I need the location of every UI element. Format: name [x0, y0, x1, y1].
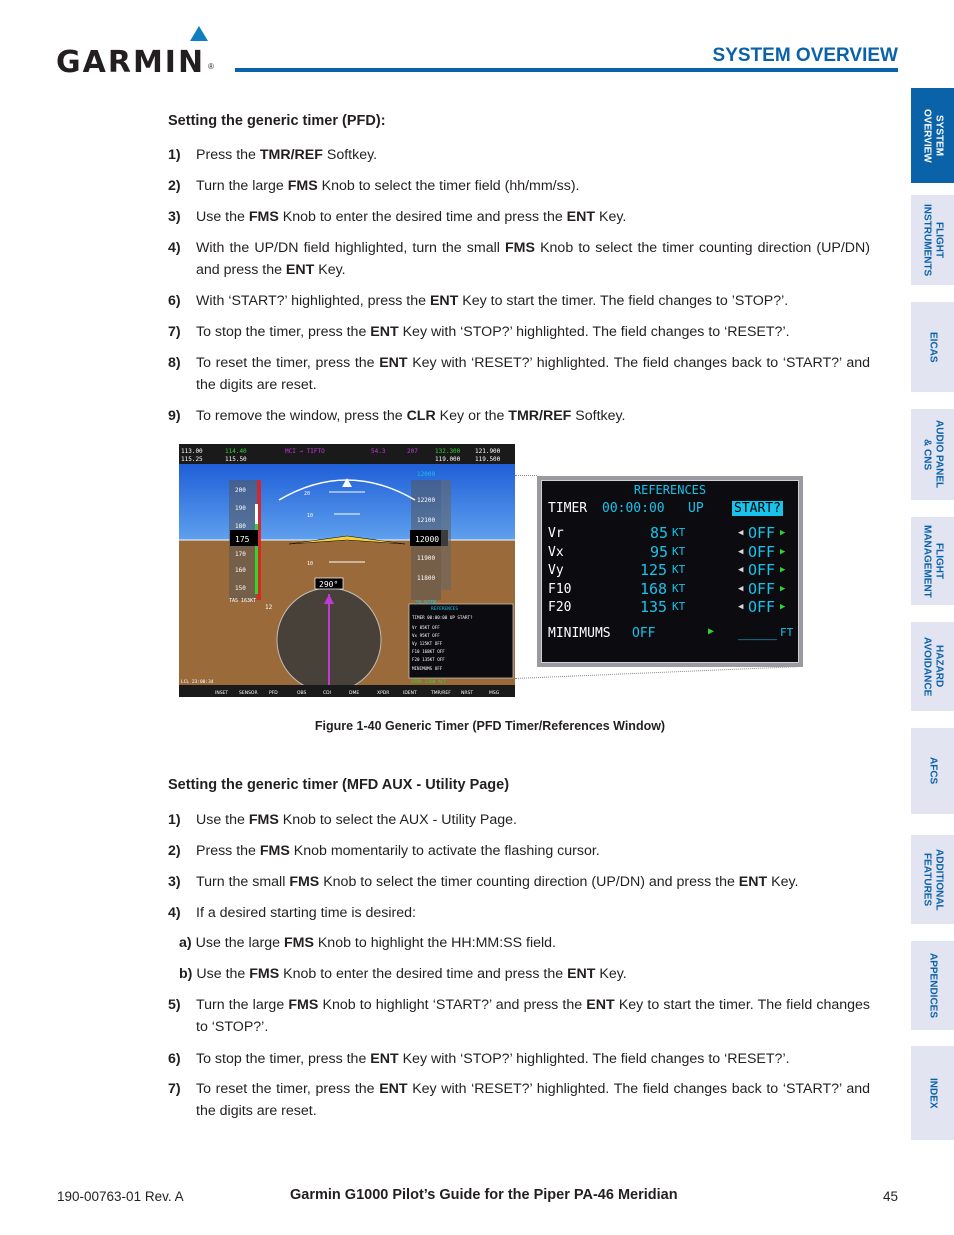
- tab-label: SYSTEM OVERVIEW: [921, 108, 945, 163]
- step-item: [168, 290, 870, 312]
- step-text: Turn the large FMS Knob to select the timer field (hh/mm/ss).: [196, 178, 580, 194]
- tab-additional-features[interactable]: [911, 835, 954, 924]
- softkey-label: NRST: [461, 691, 474, 696]
- reference-state: OFF: [748, 579, 776, 598]
- arrow-right-icon: ▶: [780, 546, 786, 557]
- pfd-alt-tick: 11900: [417, 555, 436, 562]
- reference-unit: KT: [672, 526, 686, 539]
- minimums-value: _____: [738, 626, 778, 641]
- pfd-ref-row: F10 168KT OFF: [412, 649, 445, 654]
- timer-start-field: START?: [734, 501, 781, 516]
- pfd-pitch-mark: 10: [307, 513, 314, 519]
- tab-flight-instruments[interactable]: [911, 195, 954, 285]
- reference-unit: KT: [672, 581, 686, 595]
- step-item: [168, 206, 870, 228]
- tab-index[interactable]: [911, 1046, 954, 1140]
- pfd-ref-row: Vx 95KT OFF: [412, 633, 440, 638]
- pfd-nav2b: 115.50: [225, 456, 247, 463]
- step-item: [179, 963, 869, 985]
- step-number: 5): [168, 997, 181, 1013]
- header-rule: [235, 68, 898, 72]
- pfd-tas: TAS 163KT: [229, 598, 257, 604]
- reference-unit: KT: [672, 544, 686, 558]
- arrow-right-icon: ▶: [780, 565, 786, 575]
- pfd-section-heading: Setting the generic timer (PFD):: [168, 113, 386, 129]
- callout-line: [515, 666, 803, 679]
- tab-label: HAZARD AVOIDANCE: [921, 636, 945, 697]
- softkey-label: DME: [349, 691, 360, 696]
- pfd-as-tick: 190: [235, 505, 246, 512]
- step-text: Press the TMR/REF Softkey.: [196, 147, 378, 163]
- step-item: [168, 1048, 870, 1070]
- step-item: [168, 994, 870, 1038]
- pfd-com1: 132.300: [435, 448, 461, 455]
- step-item: [168, 809, 870, 831]
- step-item: [168, 175, 870, 197]
- step-text: Use the FMS Knob to enter the desired time and press the ENT Key.: [196, 966, 627, 982]
- step-item: [168, 352, 870, 396]
- tab-label: ADDITIONAL FEATURES: [921, 848, 945, 911]
- step-number: 1): [168, 147, 181, 163]
- step-number: 8): [168, 355, 181, 371]
- reference-value: 168: [640, 579, 668, 598]
- timer-value: 00:00:00: [602, 501, 665, 516]
- logo-registered-mark: ®: [208, 62, 214, 71]
- pfd-alt-tick: 12100: [417, 517, 436, 524]
- reference-label: Vx: [548, 544, 564, 560]
- pfd-vsi: 12: [265, 604, 273, 611]
- reference-state: OFF: [748, 598, 776, 616]
- arrow-right-icon: ▶: [708, 626, 715, 637]
- arrow-right-icon: ▶: [780, 528, 786, 538]
- reference-value: 95: [650, 542, 669, 561]
- footer-title: Garmin G1000 Pilot’s Guide for the Piper PA-46 Meridian: [290, 1187, 678, 1203]
- step-item: [168, 1078, 870, 1122]
- tab-system-overview[interactable]: [911, 88, 954, 183]
- softkey-label: XPDR: [377, 691, 390, 696]
- arrow-left-icon: ◀: [738, 565, 744, 575]
- arrow-right-icon: ▶: [780, 602, 786, 612]
- pfd-screenshot: [179, 444, 515, 697]
- step-text: To stop the timer, press the ENT Key with ‘STOP?’ highlighted. The field changes to ‘RESET?’.: [196, 1051, 790, 1067]
- step-item: [168, 237, 870, 281]
- step-number: 3): [168, 874, 181, 890]
- reference-label: Vy: [548, 563, 564, 578]
- pfd-xpdr: XPDR 1200 ALT: [411, 680, 447, 685]
- step-number: b): [179, 966, 193, 982]
- pfd-altitude: 12000: [415, 535, 440, 544]
- references-title: REFERENCES: [633, 483, 707, 497]
- tab-label: INDEX: [927, 1077, 939, 1109]
- step-text: Use the FMS Knob to enter the desired time and press the ENT Key.: [196, 209, 627, 225]
- arrow-left-icon: ◀: [738, 602, 744, 612]
- callout-line: [515, 475, 537, 476]
- pfd-as-tick: 150: [235, 585, 246, 592]
- pfd-ref-row: Vy 125KT OFF: [412, 641, 443, 646]
- reference-label: Vr: [548, 526, 564, 541]
- pfd-flight-plan: MCI → TIFTO: [285, 448, 325, 455]
- step-number: 9): [168, 408, 181, 424]
- softkey-label: SENSOR: [239, 691, 258, 696]
- softkey-label: OBS: [297, 691, 307, 696]
- step-item: [168, 902, 870, 924]
- section-title: SYSTEM OVERVIEW: [712, 45, 898, 66]
- step-text: Use the large FMS Knob to highlight the HH:MM:SS field.: [195, 935, 557, 951]
- tab-afcs[interactable]: [911, 728, 954, 814]
- step-text: If a desired starting time is desired:: [196, 905, 417, 921]
- reference-label: F20: [548, 600, 572, 615]
- arrow-left-icon: ◀: [738, 546, 744, 557]
- step-number: 6): [168, 293, 181, 309]
- step-number: 4): [168, 905, 181, 921]
- softkey-label: CDI: [323, 691, 331, 696]
- minimums-row: [548, 626, 792, 641]
- step-item: [168, 144, 870, 166]
- references-window-panel: [541, 480, 799, 663]
- pfd-pitch-mark: 10: [307, 561, 314, 567]
- step-number: 7): [168, 1081, 181, 1097]
- step-number: 3): [168, 209, 181, 225]
- pfd-airspeed: 175: [235, 535, 250, 544]
- tab-label: AFCS: [927, 757, 939, 785]
- pfd-graphic: [179, 444, 515, 697]
- pfd-ref-row: Vr 85KT OFF: [412, 625, 440, 630]
- garmin-logo: [56, 26, 221, 80]
- minimums-label: MINIMUMS: [548, 626, 611, 641]
- reference-state: OFF: [748, 542, 776, 561]
- tab-hazard-avoidance[interactable]: [911, 622, 954, 711]
- step-item: [179, 932, 869, 954]
- reference-state: OFF: [748, 561, 776, 579]
- pfd-alt-tick: 11800: [417, 575, 436, 582]
- step-text: To remove the window, press the CLR Key or the TMR/REF Softkey.: [196, 408, 626, 424]
- softkey-label: IDENT: [403, 691, 417, 696]
- mfd-section-heading: Setting the generic timer (MFD AUX - Utility Page): [168, 777, 510, 793]
- reference-label: F10: [548, 581, 572, 597]
- step-text: Press the FMS Knob momentarily to activate the flashing cursor.: [196, 843, 600, 859]
- reference-unit: KT: [672, 563, 686, 576]
- pfd-baro: 29.92IN: [415, 600, 437, 606]
- pfd-alt-tick: 12200: [417, 497, 436, 504]
- pfd-pitch-mark: 20: [304, 491, 311, 497]
- pfd-ref-timer: TIMER 00:00:00 UP START?: [412, 615, 473, 620]
- pfd-as-tick: 160: [235, 567, 246, 574]
- tab-eicas[interactable]: [911, 302, 954, 392]
- softkey-label: MSG: [489, 691, 500, 696]
- pfd-com2: 119.000: [435, 456, 461, 463]
- pfd-clock: LCL 23:00:34: [181, 680, 214, 685]
- step-text: With the UP/DN field highlighted, turn the small FMS Knob to select the timer counting direction (UP/DN) and press the ENT Key.: [196, 240, 870, 278]
- tab-label: APPENDICES: [927, 952, 939, 1018]
- pfd-nav1: 113.00: [181, 448, 203, 455]
- pfd-com1b: 121.900: [475, 448, 501, 455]
- pfd-heading: 290°: [319, 580, 339, 589]
- step-item: [168, 871, 870, 893]
- step-text: To reset the timer, press the ENT Key with ‘RESET?’ highlighted. The field changes back to ‘START?’ and the digits are reset.: [196, 355, 870, 393]
- step-item: [168, 321, 870, 343]
- step-number: 4): [168, 240, 181, 256]
- pfd-as-tick: 170: [235, 551, 246, 558]
- step-text: With ‘START?’ highlighted, press the ENT Key to start the timer. The field changes to ’STOP?’.: [196, 293, 789, 309]
- page-number: 45: [883, 1189, 899, 1204]
- step-number: 1): [168, 812, 181, 828]
- pfd-dis: 54.3: [371, 448, 386, 455]
- pfd-as-tick: 180: [235, 523, 246, 530]
- arrow-right-icon: ▶: [780, 583, 786, 594]
- reference-unit: KT: [672, 600, 686, 613]
- reference-value: 85: [650, 524, 669, 542]
- figure-caption: Figure 1-40 Generic Timer (PFD Timer/References Window): [314, 719, 666, 733]
- logo-text: GARMIN: [56, 45, 206, 80]
- step-text: Turn the large FMS Knob to highlight ‘START?’ and press the ENT Key to start the timer. The field changes to ‘STOP?’.: [196, 997, 870, 1035]
- timer-row: [548, 501, 792, 516]
- pfd-as-tick: 200: [235, 487, 246, 494]
- reference-value: 125: [640, 561, 668, 579]
- softkey-label: INSET: [215, 691, 229, 696]
- pfd-com2b: 119.500: [475, 456, 501, 463]
- step-item: [168, 405, 870, 427]
- step-number: 2): [168, 178, 181, 194]
- arrow-left-icon: ◀: [738, 583, 744, 594]
- tab-label: FLIGHT INSTRUMENTS: [921, 203, 945, 277]
- softkey-label: PFD: [269, 691, 278, 696]
- step-number: a): [179, 935, 192, 951]
- reference-value: 135: [640, 598, 668, 616]
- pfd-nav1b: 114.40: [225, 448, 247, 455]
- tab-label: EICAS: [927, 331, 939, 363]
- step-text: To reset the timer, press the ENT Key with ‘RESET?’ highlighted. The field changes back to ‘START?’ and the digits are reset.: [196, 1081, 870, 1119]
- references-window: [537, 476, 803, 667]
- step-text: Turn the small FMS Knob to select the timer counting direction (UP/DN) and press the ENT Key.: [196, 874, 799, 890]
- tab-appendices[interactable]: [911, 941, 954, 1030]
- minimums-state: OFF: [632, 626, 656, 641]
- step-number: 6): [168, 1051, 181, 1067]
- pfd-ref-row: F20 135KT OFF: [412, 657, 445, 662]
- pfd-selected-alt: 12000: [417, 471, 436, 478]
- step-number: 7): [168, 324, 181, 340]
- garmin-triangle-icon: [190, 26, 208, 41]
- step-number: 2): [168, 843, 181, 859]
- arrow-left-icon: ◀: [738, 528, 744, 538]
- tab-label: AUDIO PANEL & CNS: [921, 420, 945, 489]
- reference-state: OFF: [748, 524, 776, 542]
- step-text: Use the FMS Knob to select the AUX - Utility Page.: [196, 812, 517, 828]
- minimums-unit: FT: [780, 626, 794, 639]
- pfd-nav2: 115.25: [181, 456, 203, 463]
- timer-label: TIMER: [548, 501, 588, 516]
- timer-direction: UP: [688, 501, 704, 516]
- pfd-brg: 207: [407, 448, 418, 455]
- tab-flight-management[interactable]: [911, 517, 954, 605]
- doc-number: 190-00763-01 Rev. A: [57, 1189, 184, 1204]
- pfd-ref-row: MINIMUMS OFF: [412, 666, 443, 671]
- step-item: [168, 840, 870, 862]
- softkey-label: TMR/REF: [431, 691, 451, 696]
- tab-audio-panel-cns[interactable]: [911, 409, 954, 500]
- pfd-ref-title: REFERENCES: [431, 607, 459, 612]
- step-text: To stop the timer, press the ENT Key with ‘STOP?’ highlighted. The field changes to ‘RESET?’.: [196, 324, 790, 340]
- tab-label: FLIGHT MANAGEMENT: [921, 524, 945, 598]
